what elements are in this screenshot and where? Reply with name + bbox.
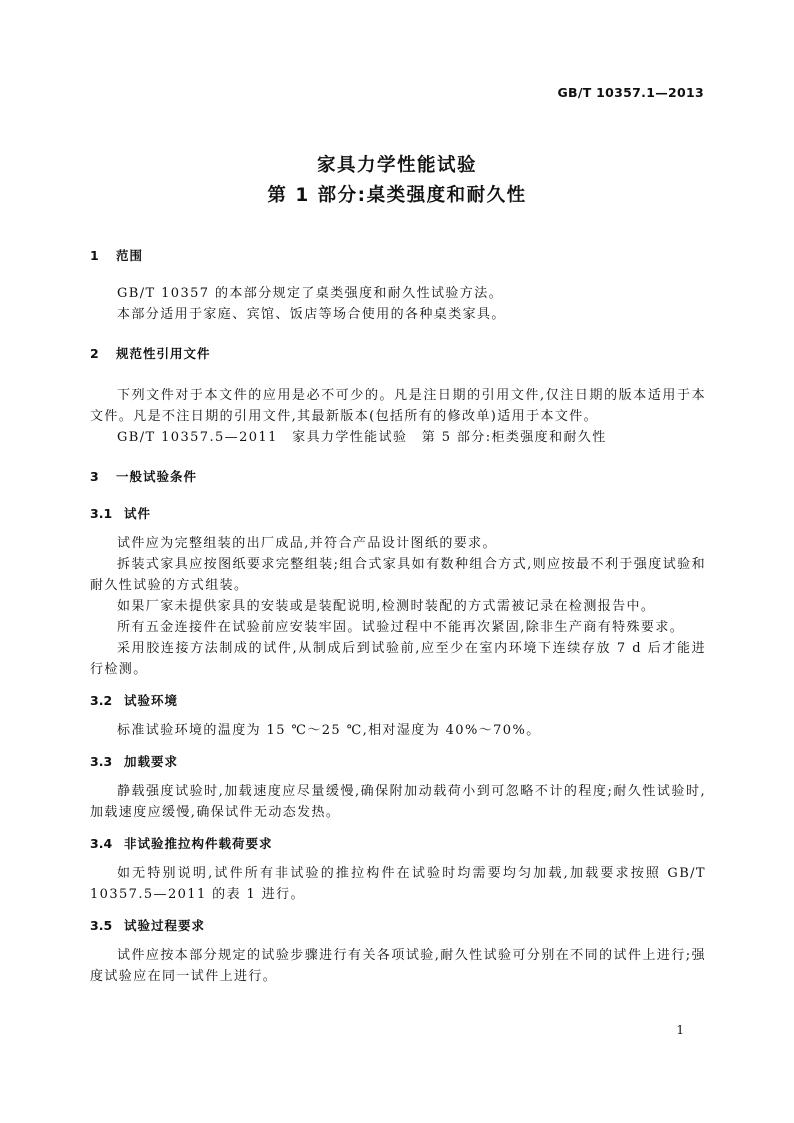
section-number: 3 [90,469,99,484]
subsection-heading-test-procedure [90,916,706,934]
section-heading-general-conditions [90,467,706,485]
section-heading-scope [90,246,706,264]
section-number: 2 [90,346,99,361]
standard-code: GB/T 10357.1—2013 [557,85,704,100]
subsection-title: 加载要求 [124,754,179,769]
page-number: 1 [676,1023,684,1037]
reference-entry: GB/T 10357.5—2011 家具力学性能试验 第 5 部分:柜类强度和耐久性 [117,430,607,445]
subsection-heading-non-test-members [90,834,706,852]
paragraph: 静载强度试验时,加载速度应尽量缓慢,确保附加动载荷小到可忽略不计的程度;耐久性试验时,加载速度应缓慢,确保试件无动态发热。 [90,784,706,820]
subsection-title: 试验过程要求 [124,918,206,933]
paragraph: 如无特别说明,试件所有非试验的推拉构件在试验时均需要均匀加载,加载要求按照 GB/T 10357.5—2011 的表 1 进行。 [90,866,706,902]
subsection-title: 试验环境 [124,693,179,708]
paragraph: 试件应按本部分规定的试验步骤进行有关各项试验,耐久性试验可分别在不同的试件上进行;强度试验应在同一试件上进行。 [90,948,706,984]
paragraph: 采用胶连接方法制成的试件,从制成后到试验前,应至少在室内环境下连续存放 7 d 后才能进行检测。 [90,641,706,677]
subsection-body-non-test-members [90,863,706,905]
subsection-heading-specimen [90,504,706,522]
subsection-title: 非试验推拉构件载荷要求 [124,836,273,851]
document-body [90,246,706,987]
subsection-body-loading [90,781,706,823]
section-heading-references [90,344,706,362]
paragraph: 所有五金连接件在试验前应安装牢固。试验过程中不能再次紧固,除非生产商有特殊要求。 [117,620,685,635]
paragraph: 本部分适用于家庭、宾馆、饭店等场合使用的各种桌类家具。 [117,307,506,322]
section-title: 一般试验条件 [116,469,198,484]
document-title: 家具力学性能试验 [316,155,477,176]
subsection-number: 3.3 [90,754,113,769]
section-number: 1 [90,248,99,263]
section-title: 规范性引用文件 [116,346,211,361]
paragraph: 标准试验环境的温度为 15 ℃～25 ℃,相对湿度为 40%～70%。 [117,723,541,738]
subsection-body-environment [90,720,706,741]
subsection-heading-environment [90,691,706,709]
subsection-body-test-procedure [90,945,706,987]
section-title: 范围 [116,248,144,263]
subsection-number: 3.4 [90,836,113,851]
paragraph: 下列文件对于本文件的应用是必不可少的。凡是注日期的引用文件,仅注日期的版本适用于本文件。凡是不注日期的引用文件,其最新版本(包括所有的修改单)适用于本文件。 [90,388,706,424]
subsection-number: 3.5 [90,918,113,933]
document-subtitle: 第 1 部分:桌类强度和耐久性 [267,185,527,206]
paragraph: 如果厂家未提供家具的安装或是装配说明,检测时装配的方式需被记录在检测报告中。 [117,599,656,614]
paragraph: 拆装式家具应按图纸要求完整组装;组合式家具如有数种组合方式,则应按最不利于强度试验和耐久性试验的方式组装。 [90,557,706,593]
section-body-references [90,385,706,448]
paragraph: GB/T 10357 的本部分规定了桌类强度和耐久性试验方法。 [117,286,504,301]
subsection-number: 3.2 [90,693,113,708]
paragraph: 试件应为完整组装的出厂成品,并符合产品设计图纸的要求。 [117,536,497,551]
section-body-scope [90,283,706,325]
subsection-number: 3.1 [90,506,113,521]
subsection-title: 试件 [124,506,152,521]
subsection-heading-loading [90,752,706,770]
subsection-body-specimen [90,533,706,680]
